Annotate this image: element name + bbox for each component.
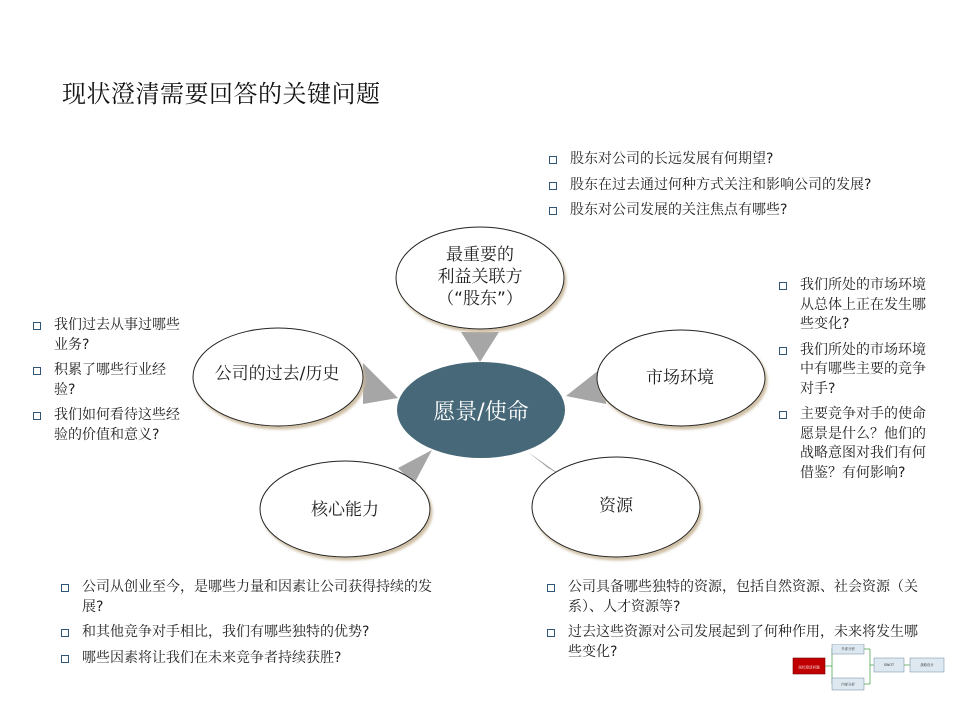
thumb-mid-label: SWOT — [883, 663, 895, 668]
list-item: 我们过去从事过哪些业务? — [30, 316, 180, 355]
node-market: 市场环境 — [646, 368, 714, 388]
bullet-icon — [549, 156, 557, 164]
bullet-icon — [549, 207, 557, 215]
hub-label: 愿景/使命 — [433, 399, 529, 425]
bullet-icon — [779, 347, 787, 355]
bullet-icon — [61, 655, 69, 663]
bullet-icon — [33, 412, 41, 420]
thumb-bottom-label: 内部分析 — [841, 682, 855, 687]
stakeholder-questions — [546, 150, 946, 227]
history-questions — [30, 316, 180, 451]
bullet-icon — [779, 411, 787, 419]
list-item: 股东对公司的长远发展有何期望? — [546, 150, 946, 170]
node-stakeholder-line1: 最重要的 — [446, 245, 514, 265]
bullet-icon — [547, 584, 555, 592]
bullet-icon — [549, 182, 557, 190]
list-item: 积累了哪些行业经验? — [30, 361, 180, 400]
bullet-icon — [547, 629, 555, 637]
list-item: 我们所处的市场环境中有哪些主要的竞争对手? — [776, 341, 928, 400]
thumb-top-label: 外部分析 — [841, 647, 855, 652]
list-item: 公司具备哪些独特的资源，包括自然资源、社会资源（关系）、人才资源等? — [544, 578, 929, 617]
bullet-icon — [61, 584, 69, 592]
list-item: 股东对公司发展的关注焦点有哪些? — [546, 201, 946, 221]
bullet-icon — [61, 629, 69, 637]
process-thumbnail — [792, 644, 952, 694]
bullet-icon — [33, 367, 41, 375]
node-core: 核心能力 — [311, 500, 379, 520]
thumb-red-label: 现状澄清问题 — [798, 665, 820, 670]
market-questions — [776, 276, 928, 489]
node-stakeholder-line3: （“股东”） — [437, 289, 523, 309]
list-item: 我们如何看待这些经验的价值和意义? — [30, 406, 180, 445]
list-item: 和其他竞争对手相比，我们有哪些独特的优势? — [58, 623, 450, 643]
node-stakeholder — [400, 234, 560, 320]
arrow-history — [363, 363, 398, 404]
list-item: 主要竞争对手的使命愿景是什么？他们的战略意图对我们有何借鉴？有何影响? — [776, 405, 928, 483]
page-title: 现状澄清需要回答的关键问题 — [62, 80, 381, 108]
list-item: 公司从创业至今，是哪些力量和因素让公司获得持续的发展? — [58, 578, 450, 617]
node-stakeholder-line2: 利益关联方 — [437, 267, 523, 287]
core-questions — [58, 578, 450, 674]
bullet-icon — [779, 282, 787, 290]
arrow-stakeholder — [461, 332, 499, 362]
node-resources: 资源 — [599, 496, 633, 516]
list-item: 过去这些资源对公司发展起到了何种作用，未来将发生哪些变化? — [544, 623, 929, 662]
list-item: 股东在过去通过何种方式关注和影响公司的发展? — [546, 176, 946, 196]
node-history: 公司的过去/历史 — [214, 364, 340, 384]
list-item: 我们所处的市场环境从总体上正在发生哪些变化? — [776, 276, 928, 335]
thumb-end-label: 战略设计 — [920, 663, 934, 668]
bullet-icon — [33, 322, 41, 330]
list-item: 哪些因素将让我们在未来竞争者持续获胜? — [58, 649, 450, 669]
